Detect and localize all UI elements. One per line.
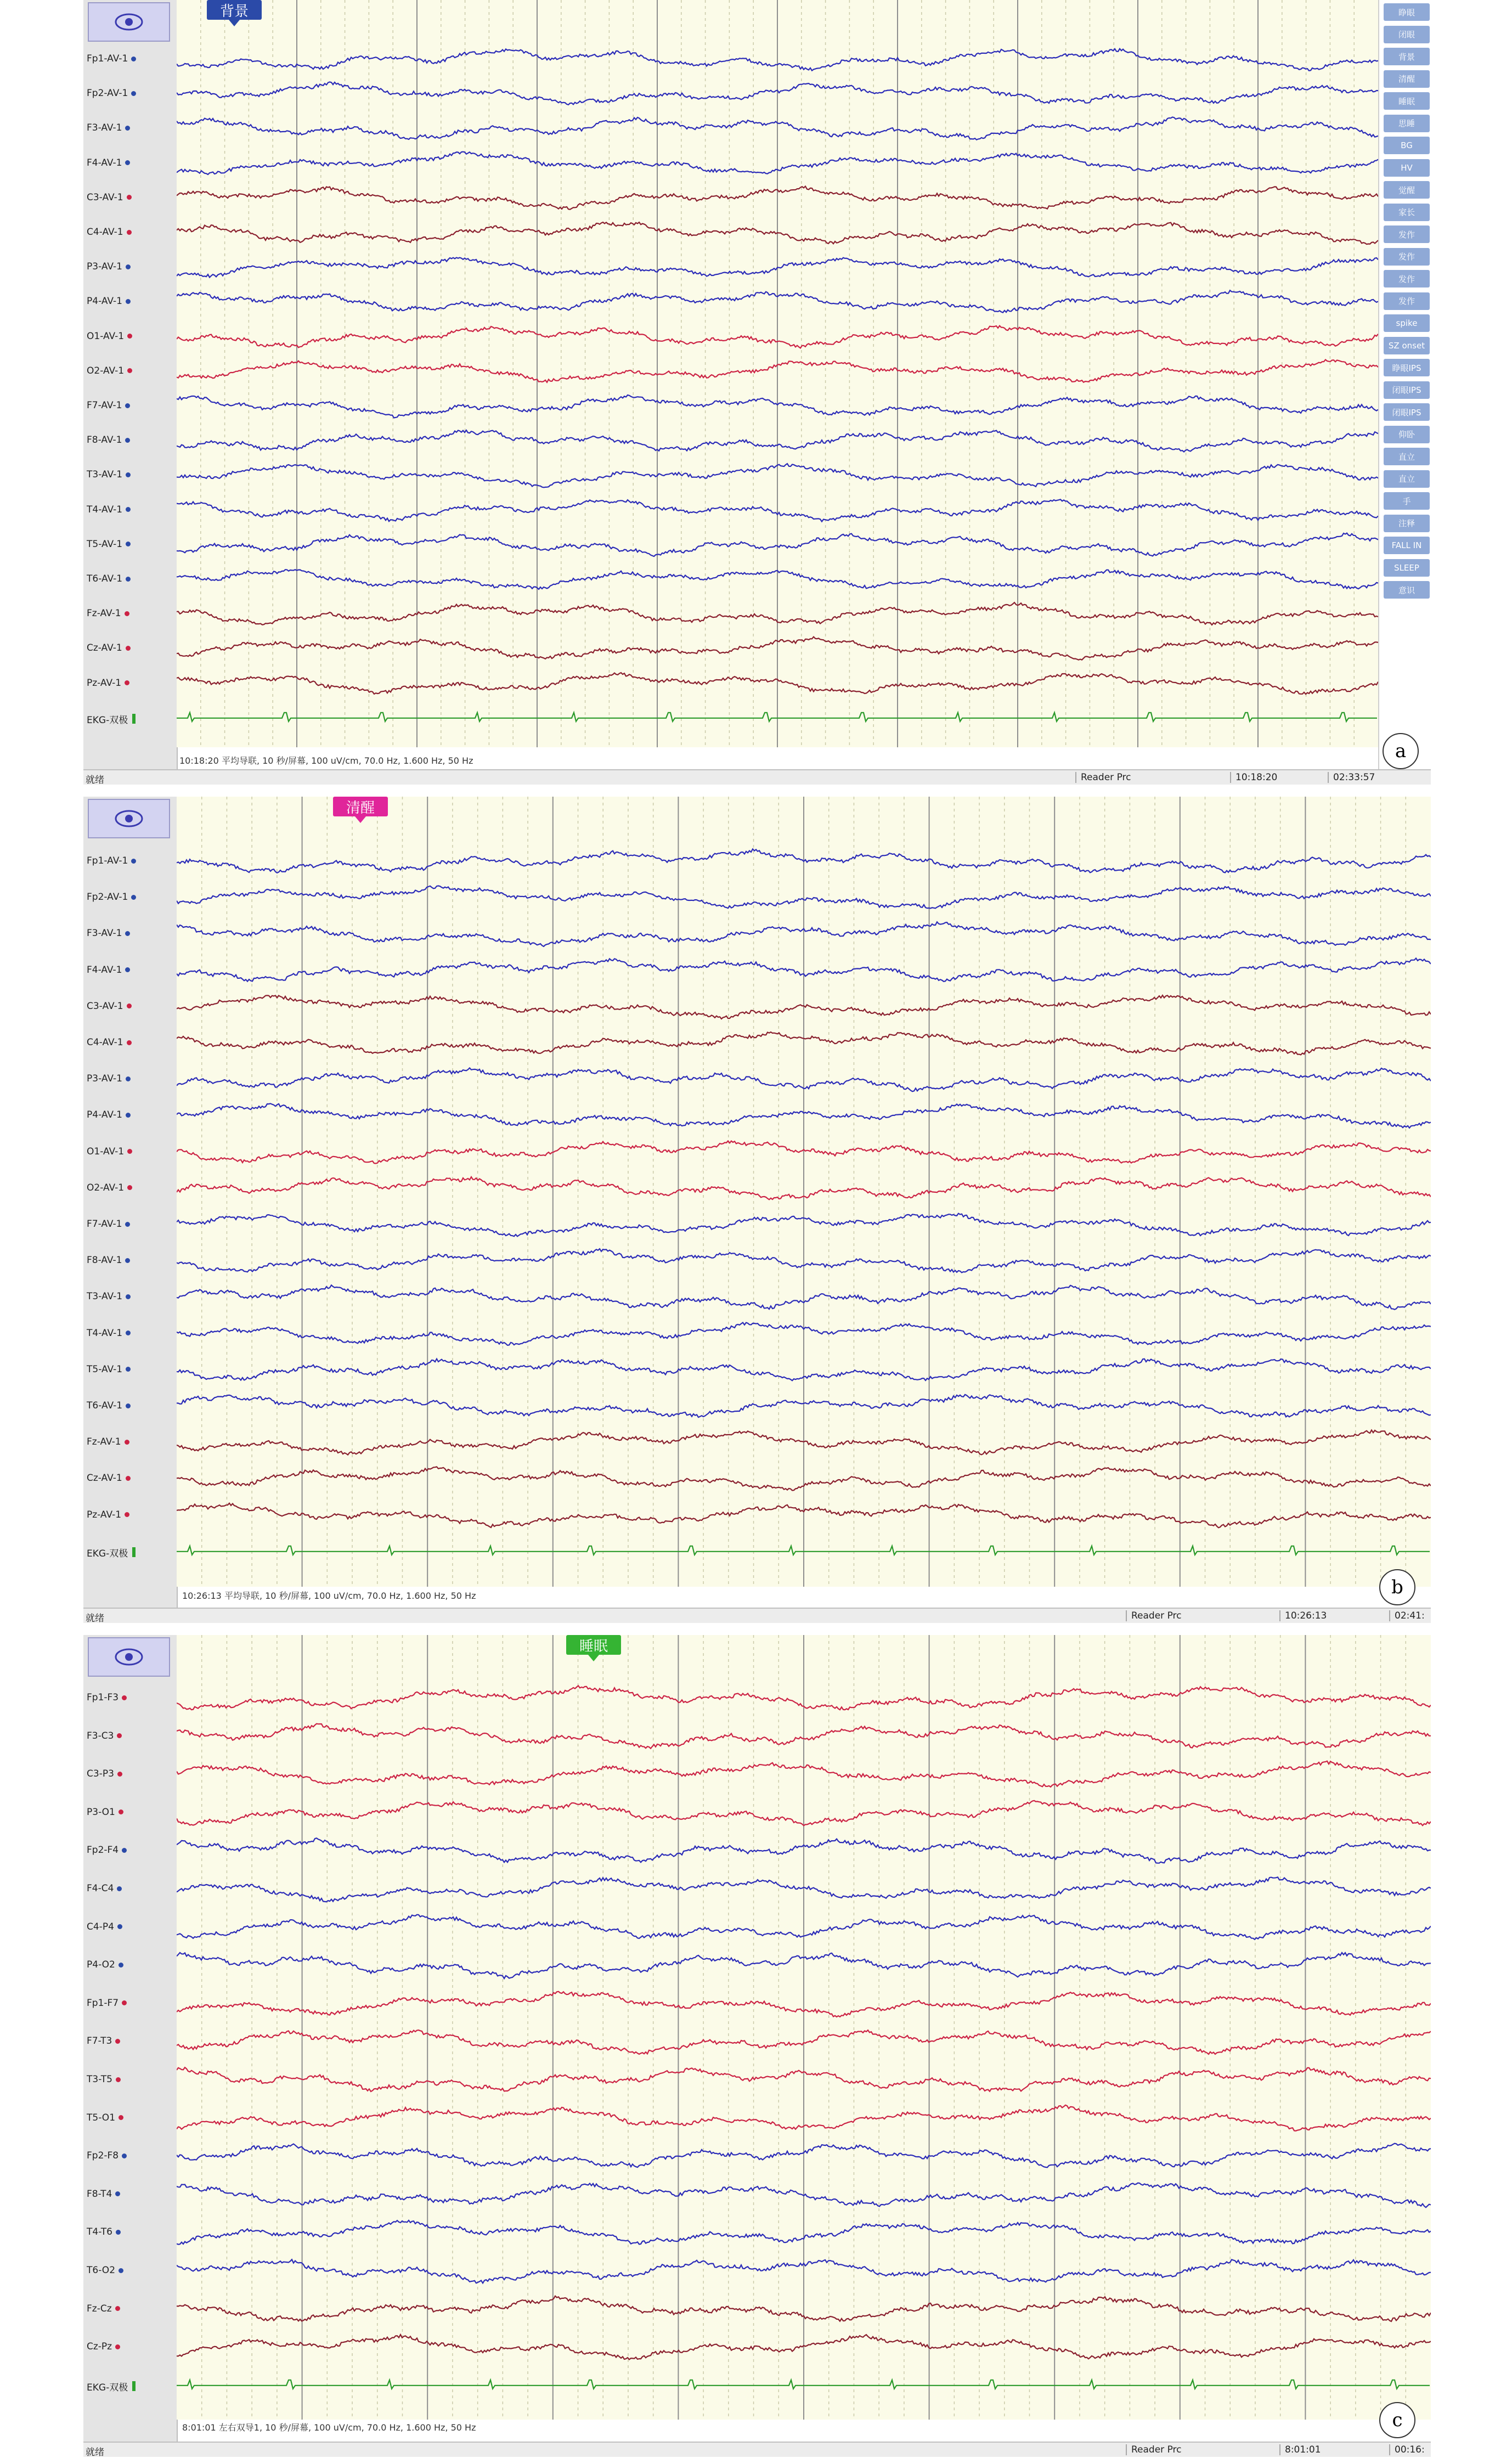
channel-label[interactable]: [87, 1364, 131, 1375]
channel-label[interactable]: [87, 1182, 132, 1193]
channel-name: F3-C3: [87, 1730, 114, 1741]
ekg-indicator-icon: [132, 714, 136, 724]
channel-name: Fp2-F4: [87, 1845, 119, 1856]
channel-name: F7-AV-1: [87, 1219, 122, 1230]
channel-name: C3-P3: [87, 1768, 114, 1780]
channel-label[interactable]: [87, 469, 131, 480]
channel-dot-icon: [125, 1512, 129, 1517]
channel-name: C4-AV-1: [87, 1037, 123, 1048]
event-button[interactable]: 清醒: [1384, 70, 1430, 88]
channel-label[interactable]: [87, 1001, 132, 1012]
channel-label[interactable]: [87, 1291, 131, 1302]
channel-dot-icon: [126, 646, 131, 651]
channel-dot-icon: [119, 1963, 123, 1967]
channel-dot-icon: [122, 2000, 127, 2005]
channel-name: P4-AV-1: [87, 1109, 122, 1121]
channel-label[interactable]: [87, 1692, 127, 1703]
eeg-panel-c: [83, 1635, 1431, 2458]
event-button[interactable]: 注释: [1384, 515, 1430, 532]
channel-dot-icon: [125, 931, 130, 936]
channel-label[interactable]: [87, 296, 131, 307]
channel-label[interactable]: [87, 1219, 130, 1230]
channel-dot-icon: [125, 611, 129, 616]
channel-name: F8-T4: [87, 2188, 112, 2200]
channel-dot-icon: [125, 1440, 129, 1445]
channel-dot-icon: [127, 230, 132, 235]
channel-dot-icon: [125, 438, 130, 443]
channel-dot-icon: [131, 57, 136, 61]
event-button[interactable]: 意识: [1384, 581, 1430, 599]
channel-label[interactable]: [87, 1400, 131, 1411]
channel-dot-icon: [117, 1733, 122, 1738]
channel-label[interactable]: [87, 1073, 131, 1084]
eeg-waveforms: [177, 797, 1431, 1587]
event-button[interactable]: 家长: [1384, 204, 1430, 221]
channel-dot-icon: [115, 2191, 120, 2196]
channel-dot-icon: [116, 2077, 121, 2082]
channel-dot-icon: [127, 1004, 132, 1008]
montage-view-button[interactable]: [88, 2, 170, 42]
event-button[interactable]: 背景: [1384, 48, 1430, 65]
channel-name: EKG-双极: [87, 2382, 128, 2393]
channel-dot-icon: [125, 126, 130, 131]
status-reader: Reader Prc: [1126, 1610, 1181, 1621]
event-button[interactable]: 闭眼IPS: [1384, 381, 1430, 399]
recording-settings-info: 10:26:13 平均导联, 10 秒/屏幕, 100 uV/cm, 70.0 Hz, 1.600 Hz, 50 Hz: [182, 1591, 476, 1601]
channel-dot-icon: [119, 2115, 123, 2120]
channel-name: Fp1-F7: [87, 1997, 119, 2009]
channel-name: T6-AV-1: [87, 1400, 123, 1411]
status-time: 8:01:01: [1279, 2444, 1321, 2455]
channel-dot-icon: [127, 1149, 132, 1154]
channel-dot-icon: [127, 368, 132, 373]
channel-label[interactable]: [87, 331, 132, 342]
channel-dot-icon: [126, 507, 131, 512]
channel-label[interactable]: [87, 2265, 123, 2276]
channel-dot-icon: [119, 1809, 123, 1814]
channel-name: Fz-AV-1: [87, 608, 121, 619]
channel-name: EKG-双极: [87, 1548, 128, 1559]
channel-name: F4-AV-1: [87, 157, 122, 168]
channel-label[interactable]: [87, 1255, 130, 1266]
eeg-waveforms: [177, 0, 1378, 747]
channel-name: Fp1-AV-1: [87, 855, 128, 866]
channel-label[interactable]: [87, 539, 131, 550]
channel-name: T5-AV-1: [87, 1363, 123, 1375]
channel-label[interactable]: [87, 1883, 122, 1894]
event-button[interactable]: HV: [1384, 159, 1430, 177]
channel-dot-icon: [127, 334, 132, 339]
channel-label[interactable]: [87, 573, 131, 584]
channel-name: T4-T6: [87, 2226, 112, 2238]
channel-label[interactable]: [87, 1998, 127, 2009]
event-button[interactable]: FALL IN: [1384, 537, 1430, 554]
channel-label[interactable]: [87, 1768, 122, 1779]
recording-settings-info: 10:18:20 平均导联, 10 秒/屏幕, 100 uV/cm, 70.0 Hz, 1.600 Hz, 50 Hz: [179, 756, 473, 766]
channel-dot-icon: [122, 1695, 127, 1700]
panel-label: a: [1383, 733, 1419, 769]
channel-dot-icon: [127, 1185, 132, 1190]
channel-dot-icon: [122, 2153, 127, 2158]
channel-label[interactable]: [87, 2226, 121, 2237]
channel-name: Fz-Cz: [87, 2303, 112, 2314]
channel-name: T3-AV-1: [87, 469, 123, 481]
channel-label[interactable]: [87, 1436, 129, 1447]
event-tag-background[interactable]: 背景: [207, 0, 262, 20]
channel-name: F8-AV-1: [87, 435, 122, 446]
channel-name: T3-AV-1: [87, 1291, 123, 1303]
event-button[interactable]: 睁眼IPS: [1384, 359, 1430, 376]
status-time: 10:26:13: [1279, 1610, 1327, 1621]
channel-name: P3-O1: [87, 1806, 115, 1818]
channel-label[interactable]: [87, 678, 129, 689]
status-reader: Reader Prc: [1126, 2444, 1181, 2455]
channel-label[interactable]: [87, 400, 130, 411]
channel-dot-icon: [126, 1331, 131, 1335]
channel-dot-icon: [126, 542, 131, 546]
channel-label[interactable]: [87, 157, 130, 168]
status-reader: Reader Prc: [1075, 772, 1131, 783]
channel-dot-icon: [131, 895, 136, 900]
status-ready: 就绪: [86, 775, 104, 786]
channel-label[interactable]: [87, 2150, 127, 2161]
channel-name: F3-AV-1: [87, 928, 122, 939]
channel-dot-icon: [126, 1403, 131, 1408]
channel-dot-icon: [131, 91, 136, 96]
channel-label[interactable]: [87, 1328, 131, 1339]
channel-label[interactable]: [87, 1146, 132, 1157]
channel-label[interactable]: [87, 2189, 120, 2200]
channel-name: T3-T5: [87, 2074, 112, 2085]
channel-name: P3-AV-1: [87, 261, 122, 273]
event-tag-awake[interactable]: 清醒: [333, 797, 388, 816]
channel-label[interactable]: [87, 1807, 123, 1818]
channel-name: F7-T3: [87, 2036, 112, 2047]
event-button[interactable]: 觉醒: [1384, 181, 1430, 199]
event-button[interactable]: 闭眼: [1384, 26, 1430, 43]
event-button[interactable]: 发作: [1384, 225, 1430, 243]
channel-name: EKG-双极: [87, 714, 128, 726]
event-button-sidebar: [1378, 0, 1432, 769]
channel-name: P4-AV-1: [87, 296, 122, 307]
event-button[interactable]: 直立: [1384, 448, 1430, 465]
channel-label[interactable]: [87, 2036, 120, 2047]
channel-name: Fp1-F3: [87, 1692, 119, 1703]
eeg-waveforms: [177, 1635, 1431, 2420]
event-button[interactable]: 睁眼: [1384, 3, 1430, 21]
event-button[interactable]: SLEEP: [1384, 559, 1430, 577]
channel-name: C4-AV-1: [87, 227, 123, 238]
channel-dot-icon: [115, 2306, 120, 2311]
channel-dot-icon: [122, 1848, 127, 1853]
channel-name: O2-AV-1: [87, 1182, 125, 1193]
channel-label[interactable]: [87, 1473, 131, 1484]
channel-dot-icon: [127, 195, 132, 200]
channel-dot-icon: [125, 1222, 130, 1227]
channel-label[interactable]: [87, 504, 131, 515]
eeg-trace-area[interactable]: [177, 0, 1378, 747]
channel-label[interactable]: [87, 1509, 129, 1520]
ekg-indicator-icon: [132, 1547, 136, 1557]
channel-label[interactable]: [87, 53, 136, 64]
channel-label[interactable]: [87, 2303, 120, 2314]
channel-dot-icon: [126, 1076, 131, 1081]
channel-name: Pz-AV-1: [87, 1509, 122, 1520]
eeg-panel-a: [83, 0, 1431, 785]
channel-dot-icon: [125, 680, 129, 685]
channel-dot-icon: [125, 403, 130, 408]
channel-label[interactable]: [87, 965, 130, 976]
channel-name: O1-AV-1: [87, 1146, 125, 1157]
channel-name: C3-AV-1: [87, 191, 123, 203]
channel-name: F8-AV-1: [87, 1255, 122, 1266]
channel-label[interactable]: [87, 227, 132, 238]
channel-name: Fp1-AV-1: [87, 53, 128, 64]
event-button[interactable]: 手: [1384, 492, 1430, 510]
channel-label[interactable]: [87, 712, 136, 726]
event-button[interactable]: SZ onset: [1384, 337, 1430, 354]
channel-name: C4-P4: [87, 1921, 114, 1932]
channel-label[interactable]: [87, 1546, 136, 1559]
channel-dot-icon: [125, 967, 130, 972]
event-button[interactable]: 发作: [1384, 270, 1430, 287]
channel-label[interactable]: [87, 88, 136, 99]
channel-label[interactable]: [87, 928, 130, 939]
channel-name: C3-AV-1: [87, 1000, 123, 1012]
eeg-panel-b: [83, 797, 1431, 1626]
eye-icon: [114, 1646, 144, 1668]
channel-label[interactable]: [87, 1730, 122, 1741]
channel-dot-icon: [119, 2268, 123, 2273]
status-bar: [83, 2442, 1431, 2457]
status-ready: 就绪: [86, 2447, 104, 2458]
status-time: 10:18:20: [1230, 772, 1277, 783]
channel-dot-icon: [125, 160, 130, 165]
eye-icon: [114, 11, 144, 33]
channel-label[interactable]: [87, 892, 136, 903]
channel-label[interactable]: [87, 855, 136, 866]
channel-label-column: [83, 797, 178, 1608]
panel-label: c: [1379, 2402, 1415, 2438]
recording-settings-info: 8:01:01 左右双导1, 10 秒/屏幕, 100 uV/cm, 70.0 Hz, 1.600 Hz, 50 Hz: [182, 2422, 476, 2433]
event-button[interactable]: 仰卧: [1384, 426, 1430, 443]
channel-dot-icon: [126, 577, 131, 582]
channel-label[interactable]: [87, 1845, 127, 1856]
ekg-indicator-icon: [132, 2381, 136, 2391]
channel-name: T6-AV-1: [87, 573, 123, 584]
status-bar: [83, 769, 1431, 785]
channel-dot-icon: [126, 1113, 131, 1118]
montage-view-button[interactable]: [88, 799, 170, 838]
channel-label[interactable]: [87, 122, 130, 133]
channel-label[interactable]: [87, 2112, 123, 2123]
channel-name: Fp2-AV-1: [87, 88, 128, 99]
channel-label[interactable]: [87, 1109, 131, 1120]
channel-name: Cz-AV-1: [87, 642, 122, 654]
status-elapsed: 00:16:: [1389, 2444, 1425, 2455]
status-elapsed: 02:41:: [1389, 1610, 1425, 1621]
event-tag-sleep[interactable]: 睡眠: [566, 1635, 621, 1655]
channel-label-column: [83, 1635, 178, 2442]
channel-dot-icon: [126, 1476, 131, 1481]
event-button[interactable]: 闭眼IPS: [1384, 403, 1430, 421]
status-bar: [83, 1608, 1431, 1623]
channel-dot-icon: [125, 1258, 130, 1263]
channel-dot-icon: [115, 2039, 120, 2044]
channel-name: T6-O2: [87, 2265, 116, 2276]
status-ready: 就绪: [86, 1613, 104, 1624]
channel-label-column: [83, 0, 178, 769]
channel-label[interactable]: [87, 192, 132, 203]
channel-label[interactable]: [87, 261, 131, 272]
channel-name: T5-O1: [87, 2112, 116, 2123]
event-button[interactable]: BG: [1384, 137, 1430, 154]
channel-dot-icon: [126, 472, 131, 477]
channel-name: O2-AV-1: [87, 365, 125, 376]
channel-name: F7-AV-1: [87, 400, 122, 411]
channel-name: P3-AV-1: [87, 1073, 122, 1085]
event-button[interactable]: 发作: [1384, 248, 1430, 266]
channel-label[interactable]: [87, 2341, 120, 2352]
channel-dot-icon: [117, 1924, 122, 1929]
channel-label[interactable]: [87, 608, 129, 619]
channel-name: O1-AV-1: [87, 330, 125, 342]
channel-name: Cz-AV-1: [87, 1473, 122, 1484]
channel-name: Pz-AV-1: [87, 677, 122, 689]
eeg-trace-area[interactable]: [177, 797, 1431, 1587]
channel-name: Fp2-AV-1: [87, 892, 128, 903]
channel-dot-icon: [117, 1886, 122, 1891]
channel-label[interactable]: [87, 365, 132, 376]
channel-label[interactable]: [87, 2074, 121, 2085]
event-button[interactable]: 思睡: [1384, 115, 1430, 132]
channel-name: T4-AV-1: [87, 504, 123, 515]
eeg-trace-area[interactable]: [177, 1635, 1431, 2420]
channel-name: F4-AV-1: [87, 964, 122, 976]
channel-name: Cz-Pz: [87, 2341, 112, 2353]
channel-name: Fp2-F8: [87, 2150, 119, 2162]
montage-view-button[interactable]: [88, 1637, 170, 1677]
event-button[interactable]: spike: [1384, 314, 1430, 332]
channel-label[interactable]: [87, 2380, 136, 2393]
channel-dot-icon: [127, 1040, 132, 1045]
panel-label: b: [1379, 1569, 1415, 1605]
status-elapsed: 02:33:57: [1328, 772, 1375, 783]
channel-label[interactable]: [87, 1921, 122, 1932]
channel-dot-icon: [115, 2344, 120, 2349]
event-button[interactable]: 发作: [1384, 292, 1430, 310]
eye-icon: [114, 808, 144, 830]
channel-name: F3-AV-1: [87, 122, 122, 134]
channel-name: F4-C4: [87, 1883, 114, 1894]
channel-dot-icon: [126, 1294, 131, 1299]
channel-label[interactable]: [87, 1037, 132, 1048]
channel-label[interactable]: [87, 435, 130, 446]
channel-name: P4-O2: [87, 1959, 115, 1971]
channel-dot-icon: [126, 1367, 131, 1372]
event-button[interactable]: 睡眠: [1384, 92, 1430, 110]
channel-name: Fz-AV-1: [87, 1436, 121, 1448]
channel-dot-icon: [126, 264, 131, 269]
channel-label[interactable]: [87, 642, 131, 653]
channel-name: T5-AV-1: [87, 538, 123, 550]
channel-dot-icon: [117, 1772, 122, 1777]
channel-label[interactable]: [87, 1959, 123, 1970]
channel-name: T4-AV-1: [87, 1327, 123, 1339]
channel-dot-icon: [116, 2230, 121, 2235]
channel-dot-icon: [126, 299, 131, 304]
event-button[interactable]: 直立: [1384, 470, 1430, 488]
channel-dot-icon: [131, 859, 136, 864]
